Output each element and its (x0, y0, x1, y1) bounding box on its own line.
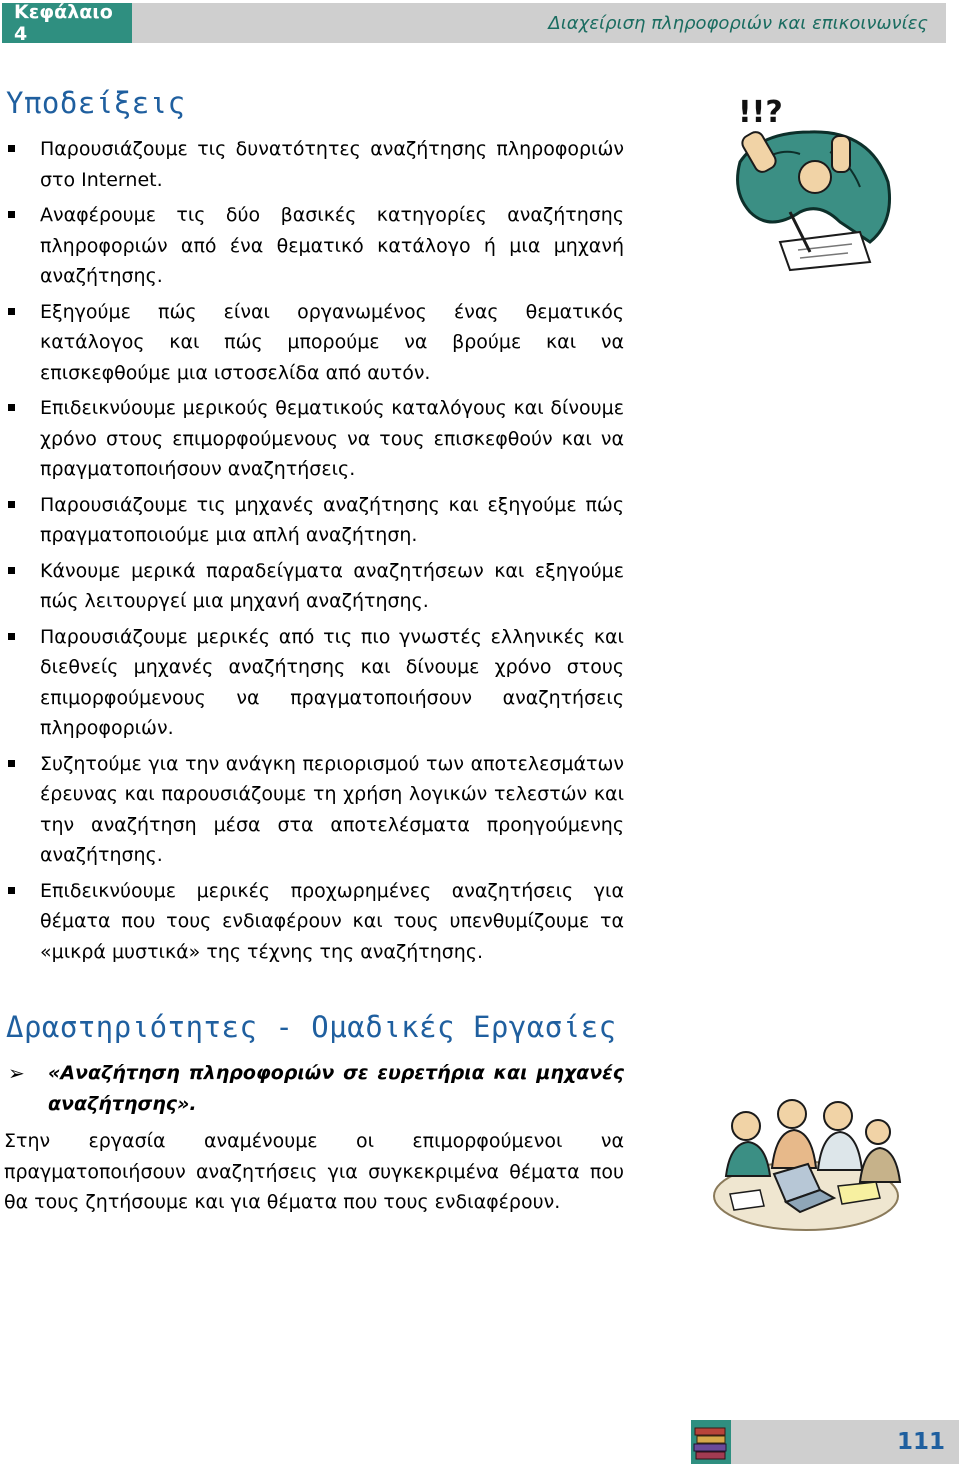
square-bullet-icon (8, 404, 15, 411)
chapter-subject: Διαχείριση πληροφοριών και επικοινωνίες (132, 3, 946, 43)
list-item: Εξηγούμε πώς είναι οργανωμένος ένας θεματικός κατάλογος και πώς μπορούμε να βρούμε και να επισκεφθούμε μια ιστοσελίδα από αυτόν. (8, 297, 624, 389)
list-item: Κάνουμε μερικά παραδείγματα αναζητήσεων και εξηγούμε πώς λειτουργεί μια μηχανή αναζήτησης. (8, 556, 624, 617)
square-bullet-icon (8, 567, 15, 574)
activity-item: ➢ «Αναζήτηση πληροφοριών σε ευρετήρια και μηχανές αναζήτησης». (8, 1058, 624, 1120)
list-item: Παρουσιάζουμε τις δυνατότητες αναζήτησης πληροφοριών στο Internet. (8, 134, 624, 195)
list-item: Αναφέρουμε τις δύο βασικές κατηγορίες αναζήτησης πληροφοριών από ένα θεματικό κατάλογο ή μια μηχανή αναζήτησης. (8, 200, 624, 292)
square-bullet-icon (8, 887, 15, 894)
chapter-label: Κεφάλαιο 4 (2, 3, 132, 43)
list-item: Παρουσιάζουμε τις μηχανές αναζήτησης και εξηγούμε πώς πραγματοποιούμε μια απλή αναζήτηση. (8, 490, 624, 551)
list-item: Παρουσιάζουμε μερικές από τις πιο γνωστές ελληνικές και διεθνείς μηχανές αναζήτησης και δίνουμε χρόνο στους επιμορφούμενους να πραγματοποιήσουν αναζητήσεις πληροφοριών. (8, 622, 624, 744)
arrow-bullet-icon: ➢ (8, 1061, 25, 1085)
list-item: Επιδεικνύουμε μερικούς θεματικούς καταλόγους και δίνουμε χρόνο στους επιμορφούμενους να τους επισκεφθούν και να πραγματοποιήσουν αναζητήσεις. (8, 393, 624, 485)
surprised-writer-clipart (720, 92, 900, 272)
svg-text:!!?: !!? (738, 95, 783, 130)
books-icon (691, 1420, 731, 1464)
list-item: Επιδεικνύουμε μερικές προχωρημένες αναζητήσεις για θέματα που τους ενδιαφέρουν και τους υπενθυμίζουμε τα «μικρά μυστικά» της τέχνης της αναζήτησης. (8, 876, 624, 968)
page-header (2, 3, 946, 43)
list-item: Συζητούμε για την ανάγκη περιορισμού των αποτελεσμάτων έρευνας και παρουσιάζουμε τη χρήση λογικών τελεστών και την αναζήτηση μέσα στα αποτελέσματα προηγούμενης αναζήτησης. (8, 749, 624, 871)
square-bullet-icon (8, 633, 15, 640)
square-bullet-icon (8, 145, 15, 152)
square-bullet-icon (8, 211, 15, 218)
activities-heading: Δραστηριότητες - Ομαδικές Εργασίες (6, 1010, 617, 1044)
team-meeting-clipart (708, 1086, 904, 1234)
hints-heading: Υποδείξεις (6, 86, 186, 120)
square-bullet-icon (8, 308, 15, 315)
page-number: 111 (731, 1420, 959, 1464)
hints-list (8, 134, 624, 972)
activity-description: Στην εργασία αναμένουμε οι επιμορφούμενοι να πραγματοποιήσουν αναζητήσεις για συγκεκριμένα θέματα που θα τους ζητήσουμε και για θέματα που τους ενδιαφέρουν. (4, 1130, 624, 1213)
square-bullet-icon (8, 501, 15, 508)
square-bullet-icon (8, 760, 15, 767)
